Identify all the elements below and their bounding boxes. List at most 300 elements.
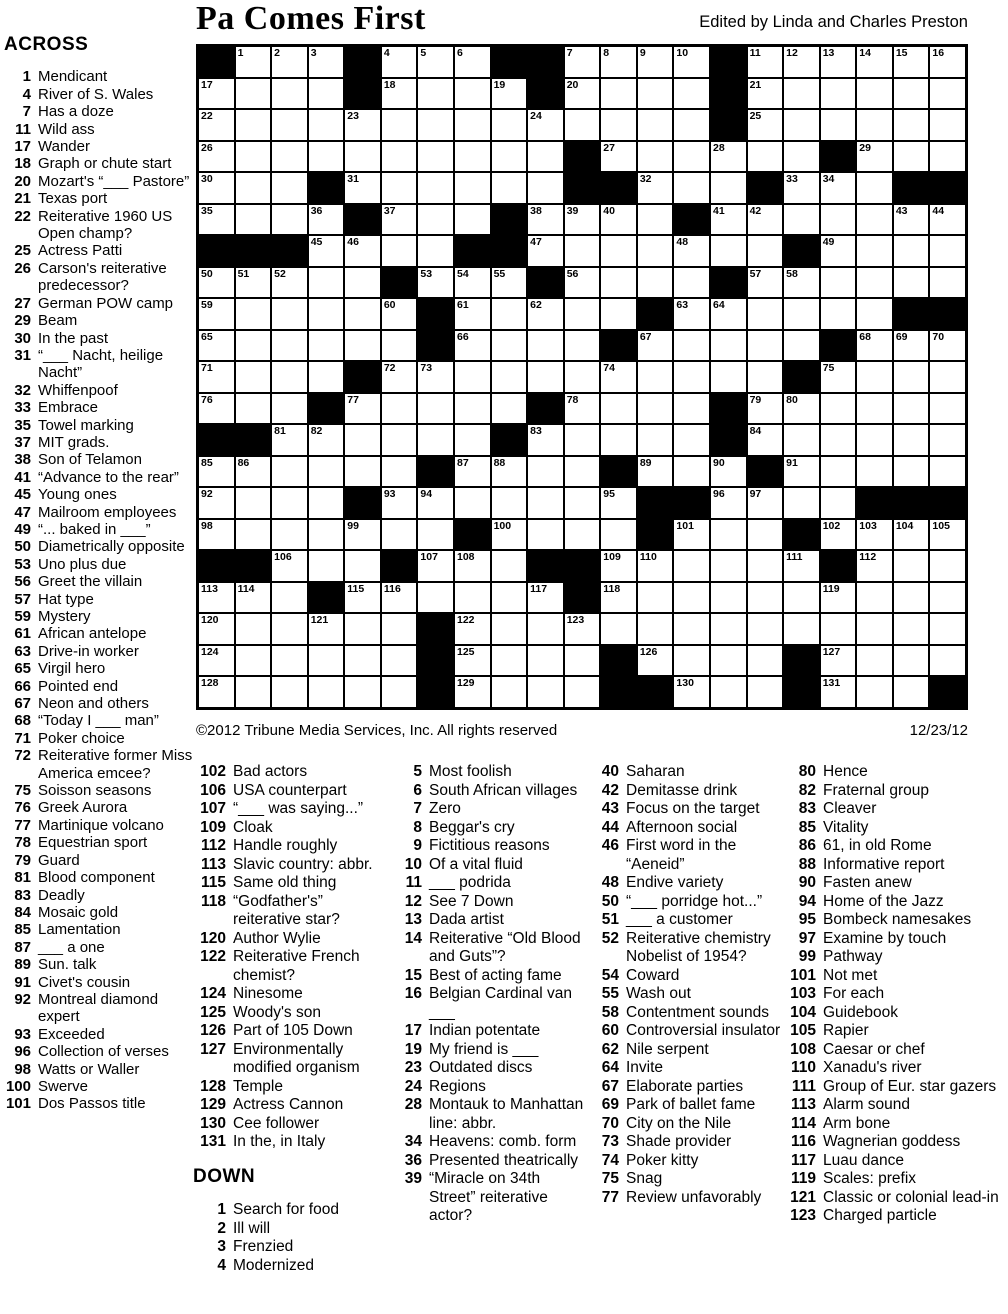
grid-cell[interactable] <box>235 267 272 299</box>
grid-cell[interactable] <box>710 582 747 614</box>
grid-cell[interactable] <box>820 645 857 677</box>
grid-cell[interactable] <box>344 141 381 173</box>
grid-cell[interactable] <box>856 298 893 330</box>
grid-cell[interactable] <box>491 613 528 645</box>
grid-cell[interactable] <box>673 361 710 393</box>
grid-cell[interactable] <box>564 519 601 551</box>
grid-cell[interactable] <box>856 645 893 677</box>
grid-cell[interactable] <box>198 172 235 204</box>
grid-cell[interactable] <box>783 456 820 488</box>
grid-cell[interactable] <box>564 330 601 362</box>
grid-cell[interactable] <box>454 78 491 110</box>
grid-cell[interactable] <box>491 298 528 330</box>
grid-cell[interactable] <box>417 78 454 110</box>
grid-cell[interactable] <box>637 361 674 393</box>
grid-cell[interactable] <box>491 393 528 425</box>
grid-cell[interactable] <box>783 46 820 78</box>
grid-cell[interactable] <box>417 109 454 141</box>
grid-cell[interactable] <box>564 78 601 110</box>
grid-cell[interactable] <box>929 582 966 614</box>
grid-cell[interactable] <box>308 550 345 582</box>
grid-cell[interactable] <box>637 393 674 425</box>
grid-cell[interactable] <box>747 645 784 677</box>
grid-cell[interactable] <box>600 78 637 110</box>
grid-cell[interactable] <box>198 676 235 708</box>
grid-cell[interactable] <box>308 456 345 488</box>
grid-cell[interactable] <box>673 393 710 425</box>
grid-cell[interactable] <box>747 519 784 551</box>
grid-cell[interactable] <box>235 393 272 425</box>
grid-cell[interactable] <box>783 172 820 204</box>
grid-cell[interactable] <box>527 235 564 267</box>
grid-cell[interactable] <box>527 424 564 456</box>
grid-cell[interactable] <box>527 676 564 708</box>
grid-cell[interactable] <box>929 330 966 362</box>
grid-cell[interactable] <box>417 46 454 78</box>
grid-cell[interactable] <box>747 613 784 645</box>
grid-cell[interactable] <box>710 235 747 267</box>
grid-cell[interactable] <box>747 267 784 299</box>
grid-cell[interactable] <box>747 487 784 519</box>
grid-cell[interactable] <box>893 109 930 141</box>
grid-cell[interactable] <box>893 330 930 362</box>
grid-cell[interactable] <box>820 298 857 330</box>
grid-cell[interactable] <box>454 424 491 456</box>
grid-cell[interactable] <box>929 267 966 299</box>
grid-cell[interactable] <box>747 46 784 78</box>
grid-cell[interactable] <box>527 172 564 204</box>
grid-cell[interactable] <box>893 613 930 645</box>
grid-cell[interactable] <box>527 645 564 677</box>
grid-cell[interactable] <box>600 424 637 456</box>
grid-cell[interactable] <box>637 172 674 204</box>
grid-cell[interactable] <box>454 613 491 645</box>
grid-cell[interactable] <box>417 172 454 204</box>
grid-cell[interactable] <box>271 298 308 330</box>
grid-cell[interactable] <box>527 109 564 141</box>
grid-cell[interactable] <box>308 676 345 708</box>
grid-cell[interactable] <box>454 550 491 582</box>
grid-cell[interactable] <box>271 550 308 582</box>
grid-cell[interactable] <box>344 172 381 204</box>
grid-cell[interactable] <box>454 393 491 425</box>
grid-cell[interactable] <box>600 519 637 551</box>
grid-cell[interactable] <box>454 267 491 299</box>
grid-cell[interactable] <box>820 109 857 141</box>
grid-cell[interactable] <box>491 550 528 582</box>
grid-cell[interactable] <box>308 424 345 456</box>
grid-cell[interactable] <box>235 613 272 645</box>
grid-cell[interactable] <box>454 645 491 677</box>
grid-cell[interactable] <box>747 676 784 708</box>
grid-cell[interactable] <box>527 330 564 362</box>
grid-cell[interactable] <box>564 46 601 78</box>
grid-cell[interactable] <box>527 487 564 519</box>
grid-cell[interactable] <box>820 393 857 425</box>
grid-cell[interactable] <box>417 582 454 614</box>
grid-cell[interactable] <box>893 456 930 488</box>
grid-cell[interactable] <box>491 172 528 204</box>
grid-cell[interactable] <box>710 361 747 393</box>
grid-cell[interactable] <box>710 330 747 362</box>
grid-cell[interactable] <box>564 109 601 141</box>
grid-cell[interactable] <box>893 78 930 110</box>
grid-cell[interactable] <box>673 109 710 141</box>
grid-cell[interactable] <box>929 645 966 677</box>
grid-cell[interactable] <box>747 393 784 425</box>
grid-cell[interactable] <box>893 141 930 173</box>
grid-cell[interactable] <box>564 456 601 488</box>
grid-cell[interactable] <box>235 46 272 78</box>
grid-cell[interactable] <box>198 330 235 362</box>
grid-cell[interactable] <box>454 487 491 519</box>
grid-cell[interactable] <box>747 330 784 362</box>
grid-cell[interactable] <box>929 519 966 551</box>
grid-cell[interactable] <box>271 361 308 393</box>
grid-cell[interactable] <box>783 109 820 141</box>
grid-cell[interactable] <box>856 172 893 204</box>
grid-cell[interactable] <box>271 487 308 519</box>
grid-cell[interactable] <box>454 46 491 78</box>
grid-cell[interactable] <box>710 298 747 330</box>
grid-cell[interactable] <box>344 235 381 267</box>
grid-cell[interactable] <box>381 361 418 393</box>
grid-cell[interactable] <box>381 204 418 236</box>
grid-cell[interactable] <box>710 645 747 677</box>
grid-cell[interactable] <box>417 487 454 519</box>
grid-cell[interactable] <box>600 550 637 582</box>
grid-cell[interactable] <box>783 487 820 519</box>
grid-cell[interactable] <box>344 519 381 551</box>
grid-cell[interactable] <box>527 204 564 236</box>
grid-cell[interactable] <box>929 361 966 393</box>
grid-cell[interactable] <box>308 267 345 299</box>
grid-cell[interactable] <box>710 204 747 236</box>
grid-cell[interactable] <box>673 78 710 110</box>
grid-cell[interactable] <box>344 424 381 456</box>
grid-cell[interactable] <box>235 582 272 614</box>
grid-cell[interactable] <box>417 519 454 551</box>
grid-cell[interactable] <box>381 519 418 551</box>
grid-cell[interactable] <box>820 582 857 614</box>
grid-cell[interactable] <box>820 424 857 456</box>
grid-cell[interactable] <box>491 267 528 299</box>
grid-cell[interactable] <box>491 78 528 110</box>
grid-cell[interactable] <box>600 267 637 299</box>
grid-cell[interactable] <box>491 487 528 519</box>
grid-cell[interactable] <box>235 645 272 677</box>
grid-cell[interactable] <box>491 141 528 173</box>
grid-cell[interactable] <box>308 519 345 551</box>
grid-cell[interactable] <box>820 235 857 267</box>
grid-cell[interactable] <box>747 78 784 110</box>
grid-cell[interactable] <box>929 78 966 110</box>
grid-cell[interactable] <box>235 78 272 110</box>
grid-cell[interactable] <box>381 235 418 267</box>
grid-cell[interactable] <box>600 393 637 425</box>
grid-cell[interactable] <box>271 141 308 173</box>
grid-cell[interactable] <box>454 676 491 708</box>
grid-cell[interactable] <box>381 645 418 677</box>
grid-cell[interactable] <box>856 613 893 645</box>
grid-cell[interactable] <box>783 78 820 110</box>
grid-cell[interactable] <box>600 361 637 393</box>
grid-cell[interactable] <box>454 141 491 173</box>
grid-cell[interactable] <box>271 582 308 614</box>
grid-cell[interactable] <box>235 456 272 488</box>
grid-cell[interactable] <box>344 645 381 677</box>
grid-cell[interactable] <box>637 645 674 677</box>
grid-cell[interactable] <box>198 361 235 393</box>
grid-cell[interactable] <box>381 393 418 425</box>
grid-cell[interactable] <box>381 109 418 141</box>
grid-cell[interactable] <box>198 487 235 519</box>
grid-cell[interactable] <box>673 550 710 582</box>
grid-cell[interactable] <box>381 141 418 173</box>
grid-cell[interactable] <box>893 582 930 614</box>
grid-cell[interactable] <box>783 582 820 614</box>
grid-cell[interactable] <box>893 519 930 551</box>
grid-cell[interactable] <box>929 109 966 141</box>
grid-cell[interactable] <box>271 46 308 78</box>
grid-cell[interactable] <box>308 487 345 519</box>
grid-cell[interactable] <box>308 330 345 362</box>
grid-cell[interactable] <box>198 141 235 173</box>
grid-cell[interactable] <box>783 298 820 330</box>
grid-cell[interactable] <box>856 267 893 299</box>
grid-cell[interactable] <box>637 424 674 456</box>
grid-cell[interactable] <box>381 330 418 362</box>
grid-cell[interactable] <box>271 78 308 110</box>
grid-cell[interactable] <box>637 613 674 645</box>
grid-cell[interactable] <box>235 298 272 330</box>
grid-cell[interactable] <box>344 676 381 708</box>
grid-cell[interactable] <box>564 298 601 330</box>
grid-cell[interactable] <box>747 424 784 456</box>
grid-cell[interactable] <box>235 361 272 393</box>
grid-cell[interactable] <box>820 361 857 393</box>
grid-cell[interactable] <box>929 456 966 488</box>
grid-cell[interactable] <box>198 298 235 330</box>
grid-cell[interactable] <box>747 298 784 330</box>
grid-cell[interactable] <box>673 676 710 708</box>
grid-cell[interactable] <box>527 613 564 645</box>
grid-cell[interactable] <box>491 645 528 677</box>
grid-cell[interactable] <box>783 550 820 582</box>
grid-cell[interactable] <box>820 487 857 519</box>
grid-cell[interactable] <box>856 582 893 614</box>
grid-cell[interactable] <box>637 456 674 488</box>
grid-cell[interactable] <box>673 456 710 488</box>
grid-cell[interactable] <box>747 550 784 582</box>
grid-cell[interactable] <box>271 645 308 677</box>
grid-cell[interactable] <box>893 645 930 677</box>
grid-cell[interactable] <box>271 456 308 488</box>
grid-cell[interactable] <box>600 487 637 519</box>
grid-cell[interactable] <box>235 330 272 362</box>
grid-cell[interactable] <box>381 456 418 488</box>
grid-cell[interactable] <box>783 267 820 299</box>
grid-cell[interactable] <box>564 361 601 393</box>
grid-cell[interactable] <box>564 424 601 456</box>
grid-cell[interactable] <box>308 645 345 677</box>
grid-cell[interactable] <box>856 361 893 393</box>
grid-cell[interactable] <box>856 109 893 141</box>
grid-cell[interactable] <box>747 109 784 141</box>
grid-cell[interactable] <box>637 46 674 78</box>
grid-cell[interactable] <box>344 298 381 330</box>
grid-cell[interactable] <box>417 267 454 299</box>
grid-cell[interactable] <box>235 487 272 519</box>
grid-cell[interactable] <box>783 393 820 425</box>
grid-cell[interactable] <box>454 109 491 141</box>
grid-cell[interactable] <box>271 613 308 645</box>
grid-cell[interactable] <box>600 613 637 645</box>
grid-cell[interactable] <box>417 204 454 236</box>
grid-cell[interactable] <box>417 141 454 173</box>
grid-cell[interactable] <box>344 582 381 614</box>
grid-cell[interactable] <box>381 613 418 645</box>
grid-cell[interactable] <box>564 676 601 708</box>
grid-cell[interactable] <box>527 141 564 173</box>
grid-cell[interactable] <box>308 204 345 236</box>
grid-cell[interactable] <box>820 456 857 488</box>
grid-cell[interactable] <box>308 46 345 78</box>
grid-cell[interactable] <box>929 550 966 582</box>
grid-cell[interactable] <box>783 613 820 645</box>
grid-cell[interactable] <box>454 172 491 204</box>
grid-cell[interactable] <box>783 204 820 236</box>
grid-cell[interactable] <box>673 141 710 173</box>
grid-cell[interactable] <box>235 172 272 204</box>
grid-cell[interactable] <box>235 204 272 236</box>
grid-cell[interactable] <box>673 613 710 645</box>
grid-cell[interactable] <box>381 46 418 78</box>
grid-cell[interactable] <box>271 330 308 362</box>
grid-cell[interactable] <box>491 456 528 488</box>
grid-cell[interactable] <box>235 676 272 708</box>
grid-cell[interactable] <box>673 235 710 267</box>
grid-cell[interactable] <box>893 235 930 267</box>
grid-cell[interactable] <box>747 582 784 614</box>
grid-cell[interactable] <box>856 78 893 110</box>
grid-cell[interactable] <box>491 361 528 393</box>
grid-cell[interactable] <box>637 141 674 173</box>
grid-cell[interactable] <box>856 456 893 488</box>
grid-cell[interactable] <box>710 550 747 582</box>
grid-cell[interactable] <box>527 456 564 488</box>
grid-cell[interactable] <box>637 582 674 614</box>
grid-cell[interactable] <box>527 519 564 551</box>
grid-cell[interactable] <box>564 393 601 425</box>
grid-cell[interactable] <box>417 393 454 425</box>
grid-cell[interactable] <box>198 519 235 551</box>
grid-cell[interactable] <box>198 267 235 299</box>
grid-cell[interactable] <box>637 78 674 110</box>
grid-cell[interactable] <box>673 330 710 362</box>
grid-cell[interactable] <box>564 487 601 519</box>
crossword-grid[interactable] <box>196 44 968 710</box>
grid-cell[interactable] <box>527 582 564 614</box>
grid-cell[interactable] <box>344 613 381 645</box>
grid-cell[interactable] <box>271 172 308 204</box>
grid-cell[interactable] <box>929 393 966 425</box>
grid-cell[interactable] <box>235 141 272 173</box>
grid-cell[interactable] <box>893 361 930 393</box>
grid-cell[interactable] <box>783 330 820 362</box>
grid-cell[interactable] <box>308 109 345 141</box>
grid-cell[interactable] <box>198 613 235 645</box>
grid-cell[interactable] <box>198 109 235 141</box>
grid-cell[interactable] <box>783 141 820 173</box>
grid-cell[interactable] <box>637 235 674 267</box>
grid-cell[interactable] <box>893 267 930 299</box>
grid-cell[interactable] <box>710 456 747 488</box>
grid-cell[interactable] <box>820 613 857 645</box>
grid-cell[interactable] <box>929 204 966 236</box>
grid-cell[interactable] <box>344 109 381 141</box>
grid-cell[interactable] <box>710 676 747 708</box>
grid-cell[interactable] <box>893 424 930 456</box>
grid-cell[interactable] <box>417 424 454 456</box>
grid-cell[interactable] <box>710 519 747 551</box>
grid-cell[interactable] <box>710 613 747 645</box>
grid-cell[interactable] <box>600 109 637 141</box>
grid-cell[interactable] <box>527 298 564 330</box>
grid-cell[interactable] <box>710 172 747 204</box>
grid-cell[interactable] <box>673 298 710 330</box>
grid-cell[interactable] <box>491 109 528 141</box>
grid-cell[interactable] <box>417 361 454 393</box>
grid-cell[interactable] <box>710 141 747 173</box>
grid-cell[interactable] <box>893 204 930 236</box>
grid-cell[interactable] <box>381 78 418 110</box>
grid-cell[interactable] <box>600 204 637 236</box>
grid-cell[interactable] <box>417 235 454 267</box>
grid-cell[interactable] <box>856 676 893 708</box>
grid-cell[interactable] <box>673 46 710 78</box>
grid-cell[interactable] <box>381 582 418 614</box>
grid-cell[interactable] <box>929 141 966 173</box>
grid-cell[interactable] <box>929 613 966 645</box>
grid-cell[interactable] <box>344 267 381 299</box>
grid-cell[interactable] <box>527 361 564 393</box>
grid-cell[interactable] <box>600 235 637 267</box>
grid-cell[interactable] <box>271 267 308 299</box>
grid-cell[interactable] <box>381 424 418 456</box>
grid-cell[interactable] <box>673 424 710 456</box>
grid-cell[interactable] <box>820 267 857 299</box>
grid-cell[interactable] <box>856 424 893 456</box>
grid-cell[interactable] <box>344 456 381 488</box>
grid-cell[interactable] <box>673 172 710 204</box>
grid-cell[interactable] <box>308 235 345 267</box>
grid-cell[interactable] <box>344 330 381 362</box>
grid-cell[interactable] <box>235 519 272 551</box>
grid-cell[interactable] <box>564 267 601 299</box>
grid-cell[interactable] <box>856 235 893 267</box>
grid-cell[interactable] <box>344 393 381 425</box>
grid-cell[interactable] <box>454 361 491 393</box>
grid-cell[interactable] <box>454 204 491 236</box>
grid-cell[interactable] <box>198 393 235 425</box>
grid-cell[interactable] <box>454 582 491 614</box>
grid-cell[interactable] <box>929 424 966 456</box>
grid-cell[interactable] <box>381 676 418 708</box>
grid-cell[interactable] <box>381 487 418 519</box>
grid-cell[interactable] <box>271 109 308 141</box>
grid-cell[interactable] <box>747 235 784 267</box>
